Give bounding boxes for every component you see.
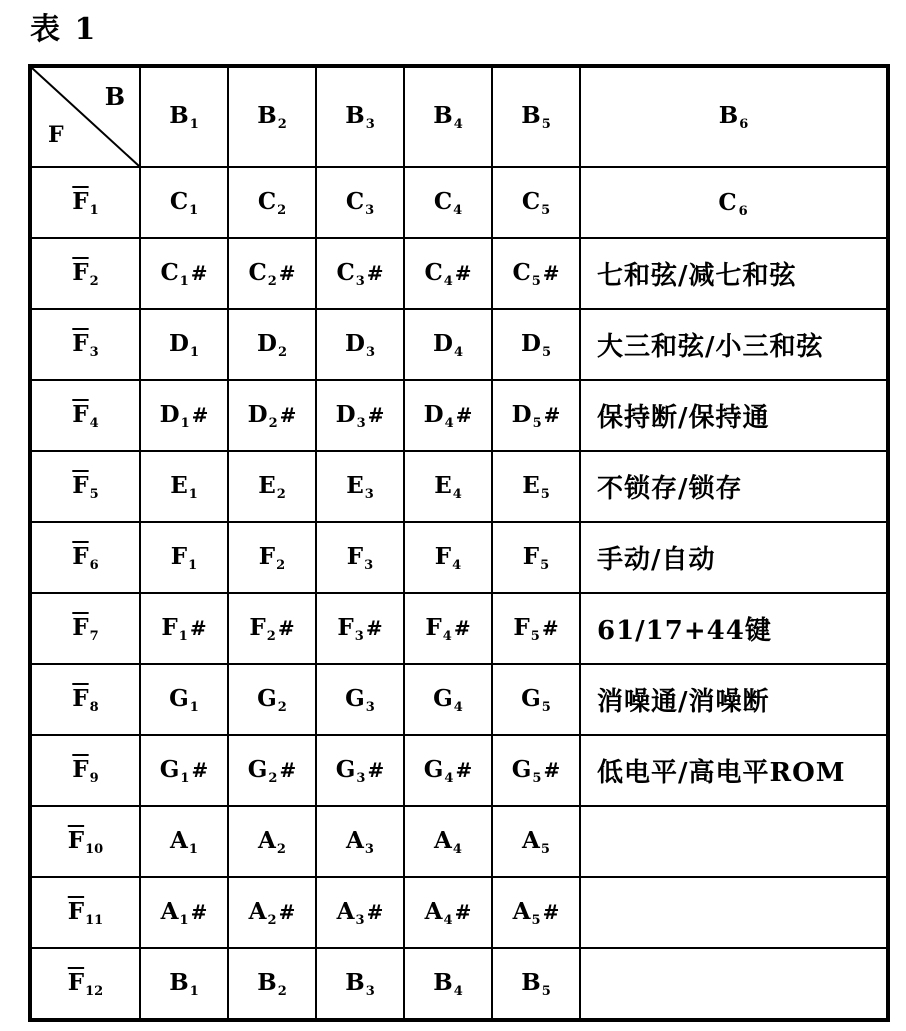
note-letter: D: [257, 329, 277, 357]
note-letter: B: [345, 968, 365, 996]
column-header-b4: [404, 66, 492, 167]
note-letter: C: [424, 258, 443, 286]
note-cell: [492, 735, 580, 806]
column-header-sub: 2: [277, 117, 287, 132]
note-octave: 3: [364, 841, 374, 857]
note-letter: G: [433, 684, 453, 712]
note-octave: 1: [189, 202, 199, 218]
note-letter: C: [257, 187, 277, 215]
column-header-letter: B: [433, 102, 453, 129]
note-octave: 3: [365, 983, 375, 999]
sharp-sign: #: [454, 899, 472, 924]
note-octave: 2: [276, 486, 286, 502]
header-row: [30, 66, 888, 167]
row-header-letter: $\overline{F}$: [72, 258, 89, 286]
note-cell: [404, 877, 492, 948]
note-letter: A: [258, 826, 276, 854]
sharp-sign: #: [191, 402, 209, 427]
note-octave: 4: [453, 202, 463, 218]
function-label: 消噪通/消噪断: [597, 687, 770, 717]
note-octave: 2: [268, 770, 278, 786]
note-cell: [492, 451, 580, 522]
note-cell: [316, 238, 404, 309]
note-cell: [228, 877, 316, 948]
column-header-sub: 5: [541, 117, 551, 132]
note-cell: [404, 167, 492, 238]
note-letter: D: [247, 400, 268, 428]
column-header-sub: 1: [189, 117, 199, 132]
row-header-f5: [30, 451, 140, 522]
function-cell: [580, 948, 888, 1020]
note-cell: [492, 806, 580, 877]
note-octave: 1: [179, 273, 189, 289]
sharp-sign: #: [189, 615, 207, 640]
note-octave: 5: [541, 202, 551, 218]
sharp-sign: #: [542, 260, 560, 285]
note-letter: A: [434, 826, 452, 854]
note-octave: 3: [365, 344, 375, 360]
note-cell: [228, 948, 316, 1020]
key-matrix-table: [28, 64, 890, 1022]
note-cell: [404, 522, 492, 593]
table-row: [30, 664, 888, 735]
function-label: 低电平/高电平ROM: [597, 758, 846, 788]
note-cell: [140, 451, 228, 522]
row-header-letter: $\overline{F}$: [72, 755, 89, 783]
note-cell: [492, 522, 580, 593]
note-cell: [492, 877, 580, 948]
table-row: [30, 451, 888, 522]
note-octave: 3: [365, 202, 375, 218]
note-letter: E: [258, 471, 276, 499]
note-letter: A: [512, 897, 531, 925]
row-header-sub: 2: [89, 273, 99, 289]
note-letter: F: [161, 613, 178, 641]
note-letter: G: [511, 755, 532, 783]
note-letter: C: [160, 258, 179, 286]
note-letter: A: [170, 826, 188, 854]
note-letter: B: [521, 968, 541, 996]
note-octave: 1: [189, 983, 199, 999]
note-letter: A: [248, 897, 267, 925]
note-cell: [492, 238, 580, 309]
function-cell: [580, 380, 888, 451]
note-cell: [404, 309, 492, 380]
table-row: [30, 522, 888, 593]
function-cell: [580, 238, 888, 309]
function-cell: [580, 522, 888, 593]
note-cell: [316, 664, 404, 735]
note-letter: D: [345, 329, 365, 357]
row-header-sub: 7: [89, 628, 99, 644]
row-header-f1: [30, 167, 140, 238]
sharp-sign: #: [277, 615, 295, 640]
note-cell: [492, 664, 580, 735]
note-letter: C: [512, 258, 531, 286]
note-cell: [316, 451, 404, 522]
note-cell: [140, 735, 228, 806]
note-cell: [492, 593, 580, 664]
sharp-sign: #: [543, 402, 561, 427]
sharp-sign: #: [366, 899, 384, 924]
sharp-sign: #: [278, 260, 296, 285]
note-letter: C: [433, 187, 453, 215]
note-cell: [316, 948, 404, 1020]
function-cell: [580, 167, 888, 238]
function-cell: [580, 735, 888, 806]
note-letter: D: [423, 400, 444, 428]
note-letter: E: [434, 471, 452, 499]
row-header-letter: $\overline{F}$: [72, 187, 89, 215]
row-header-sub: 4: [89, 415, 99, 431]
sharp-sign: #: [454, 260, 472, 285]
table-row: [30, 309, 888, 380]
note-cell: [404, 451, 492, 522]
row-header-f7: [30, 593, 140, 664]
note-letter: B: [257, 968, 277, 996]
note-octave: 2: [276, 557, 286, 573]
note-cell: [228, 167, 316, 238]
note-octave: 2: [277, 983, 287, 999]
note-cell: [228, 593, 316, 664]
note-octave: 4: [453, 983, 463, 999]
function-label: 不锁存/锁存: [597, 474, 743, 504]
table-row: [30, 167, 888, 238]
row-header-sub: 8: [89, 699, 99, 715]
row-header-f10: [30, 806, 140, 877]
note-cell: [492, 380, 580, 451]
note-cell: [404, 806, 492, 877]
row-header-sub: 11: [85, 912, 104, 928]
note-letter: B: [433, 968, 453, 996]
column-header-b1: [140, 66, 228, 167]
sharp-sign: #: [190, 899, 208, 924]
row-header-sub: 10: [85, 841, 104, 857]
note-cell: [228, 451, 316, 522]
row-header-letter: $\overline{F}$: [67, 826, 85, 854]
note-octave: 1: [188, 486, 198, 502]
note-letter: C: [718, 188, 738, 216]
note-cell: [228, 664, 316, 735]
note-letter: A: [424, 897, 443, 925]
sharp-sign: #: [541, 615, 559, 640]
note-octave: 3: [365, 699, 375, 715]
row-header-letter: $\overline{F}$: [72, 400, 89, 428]
note-letter: G: [257, 684, 277, 712]
note-cell: [140, 948, 228, 1020]
note-octave: 3: [364, 486, 374, 502]
function-cell: [580, 806, 888, 877]
note-letter: G: [159, 755, 180, 783]
row-header-sub: 6: [89, 557, 99, 573]
note-cell: [404, 380, 492, 451]
note-letter: C: [169, 187, 189, 215]
note-letter: E: [522, 471, 540, 499]
note-letter: D: [159, 400, 180, 428]
row-header-f9: [30, 735, 140, 806]
note-letter: E: [170, 471, 188, 499]
note-letter: E: [346, 471, 364, 499]
note-octave: 2: [277, 344, 287, 360]
sharp-sign: #: [190, 260, 208, 285]
row-header-f4: [30, 380, 140, 451]
note-cell: [404, 948, 492, 1020]
row-header-letter: $\overline{F}$: [72, 684, 89, 712]
note-octave: 4: [453, 699, 463, 715]
note-cell: [140, 877, 228, 948]
row-header-letter: $\overline{F}$: [67, 968, 85, 996]
note-cell: [316, 380, 404, 451]
note-cell: [316, 522, 404, 593]
note-octave: 4: [452, 486, 462, 502]
note-cell: [316, 309, 404, 380]
note-cell: [316, 167, 404, 238]
corner-label-f: F: [48, 122, 64, 148]
note-letter: G: [169, 684, 189, 712]
note-octave: 3: [354, 628, 364, 644]
note-cell: [316, 735, 404, 806]
note-cell: [492, 167, 580, 238]
sharp-sign: #: [543, 757, 561, 782]
note-letter: A: [160, 897, 179, 925]
row-header-f11: [30, 877, 140, 948]
note-octave: 1: [188, 557, 198, 573]
sharp-sign: #: [453, 615, 471, 640]
note-octave: 2: [266, 628, 276, 644]
function-cell: [580, 877, 888, 948]
table-row: [30, 380, 888, 451]
row-header-letter: $\overline{F}$: [72, 613, 89, 641]
table-caption: 表 1: [30, 12, 98, 47]
note-octave: 4: [452, 841, 462, 857]
function-label: 七和弦/减七和弦: [597, 261, 797, 291]
note-letter: D: [335, 400, 356, 428]
note-octave: 4: [442, 628, 452, 644]
sharp-sign: #: [279, 402, 297, 427]
column-header-b2: [228, 66, 316, 167]
column-header-sub: 4: [453, 117, 463, 132]
note-octave: 4: [443, 273, 453, 289]
note-letter: A: [336, 897, 355, 925]
note-letter: A: [522, 826, 540, 854]
table-row: [30, 593, 888, 664]
note-cell: [228, 806, 316, 877]
note-cell: [404, 238, 492, 309]
note-octave: 6: [738, 203, 749, 219]
note-octave: 5: [531, 273, 541, 289]
note-octave: 1: [180, 770, 190, 786]
row-header-f8: [30, 664, 140, 735]
note-letter: F: [513, 613, 530, 641]
note-cell: [404, 664, 492, 735]
note-octave: 1: [178, 628, 188, 644]
note-letter: C: [345, 187, 365, 215]
column-header-sub: 6: [739, 117, 749, 132]
note-octave: 3: [356, 770, 366, 786]
note-octave: 4: [444, 770, 454, 786]
note-cell: [316, 877, 404, 948]
note-octave: 1: [179, 912, 189, 928]
sharp-sign: #: [455, 402, 473, 427]
column-header-b6: [580, 66, 888, 167]
table-row: [30, 948, 888, 1020]
sharp-sign: #: [367, 402, 385, 427]
note-cell: [140, 309, 228, 380]
note-octave: 4: [452, 557, 462, 573]
sharp-sign: #: [367, 757, 385, 782]
function-label: 保持断/保持通: [597, 403, 770, 433]
note-letter: F: [337, 613, 354, 641]
note-octave: 5: [540, 841, 550, 857]
column-header-letter: B: [718, 102, 739, 129]
note-cell: [228, 309, 316, 380]
note-octave: 2: [277, 202, 287, 218]
note-letter: F: [170, 542, 188, 570]
sharp-sign: #: [279, 757, 297, 782]
corner-header-cell: [30, 66, 140, 167]
note-letter: D: [521, 329, 541, 357]
note-octave: 5: [541, 699, 551, 715]
note-octave: 3: [364, 557, 374, 573]
note-letter: F: [522, 542, 540, 570]
column-header-b5: [492, 66, 580, 167]
note-letter: D: [169, 329, 189, 357]
note-octave: 2: [277, 699, 287, 715]
column-header-b3: [316, 66, 404, 167]
row-header-letter: $\overline{F}$: [72, 329, 89, 357]
function-cell: [580, 309, 888, 380]
note-letter: F: [249, 613, 266, 641]
note-octave: 2: [276, 841, 286, 857]
note-cell: [228, 522, 316, 593]
function-cell: [580, 664, 888, 735]
row-header-letter: $\overline{F}$: [67, 897, 85, 925]
sharp-sign: #: [278, 899, 296, 924]
sharp-sign: #: [191, 757, 209, 782]
row-header-letter: $\overline{F}$: [72, 471, 89, 499]
note-cell: [140, 522, 228, 593]
note-letter: G: [521, 684, 541, 712]
note-octave: 4: [443, 912, 453, 928]
sharp-sign: #: [542, 899, 560, 924]
function-label: 61/17+44键: [597, 616, 772, 646]
table-row: [30, 238, 888, 309]
column-header-letter: B: [169, 102, 189, 129]
table-row: [30, 806, 888, 877]
note-cell: [228, 735, 316, 806]
note-cell: [492, 948, 580, 1020]
row-header-sub: 12: [85, 983, 104, 999]
note-letter: F: [346, 542, 364, 570]
note-cell: [140, 167, 228, 238]
note-cell: [140, 380, 228, 451]
note-letter: A: [346, 826, 364, 854]
note-octave: 1: [188, 841, 198, 857]
note-cell: [140, 238, 228, 309]
note-letter: B: [169, 968, 189, 996]
note-octave: 5: [540, 486, 550, 502]
note-letter: C: [336, 258, 355, 286]
note-letter: G: [345, 684, 365, 712]
note-cell: [404, 593, 492, 664]
function-cell: [580, 451, 888, 522]
sharp-sign: #: [455, 757, 473, 782]
note-octave: 3: [355, 912, 365, 928]
note-octave: 1: [189, 344, 199, 360]
note-octave: 5: [532, 415, 542, 431]
table-row: [30, 735, 888, 806]
corner-label-b: B: [104, 82, 125, 111]
note-cell: [316, 593, 404, 664]
note-octave: 5: [530, 628, 540, 644]
note-letter: F: [434, 542, 452, 570]
sharp-sign: #: [366, 260, 384, 285]
row-header-sub: 5: [89, 486, 99, 502]
table-row: [30, 877, 888, 948]
column-header-letter: B: [257, 102, 277, 129]
function-label: 手动/自动: [597, 545, 716, 575]
sharp-sign: #: [365, 615, 383, 640]
function-cell: [580, 593, 888, 664]
note-letter: G: [335, 755, 356, 783]
row-header-f3: [30, 309, 140, 380]
note-letter: G: [423, 755, 444, 783]
note-octave: 5: [531, 912, 541, 928]
row-header-sub: 3: [89, 344, 99, 360]
note-cell: [316, 806, 404, 877]
note-letter: D: [511, 400, 532, 428]
note-octave: 5: [532, 770, 542, 786]
note-octave: 4: [453, 344, 463, 360]
note-octave: 4: [444, 415, 454, 431]
note-cell: [140, 806, 228, 877]
note-octave: 5: [540, 557, 550, 573]
note-letter: C: [521, 187, 541, 215]
note-octave: 3: [356, 415, 366, 431]
row-header-sub: 1: [89, 202, 99, 218]
row-header-sub: 9: [89, 770, 99, 786]
column-header-letter: B: [345, 102, 365, 129]
note-cell: [140, 593, 228, 664]
note-cell: [404, 735, 492, 806]
note-cell: [228, 238, 316, 309]
note-letter: D: [433, 329, 453, 357]
note-octave: 1: [180, 415, 190, 431]
note-octave: 2: [267, 273, 277, 289]
column-header-sub: 3: [365, 117, 375, 132]
note-octave: 5: [541, 983, 551, 999]
row-header-f2: [30, 238, 140, 309]
note-letter: C: [248, 258, 267, 286]
note-cell: [140, 664, 228, 735]
function-label: 大三和弦/小三和弦: [597, 332, 824, 362]
note-letter: G: [247, 755, 268, 783]
column-header-letter: B: [521, 102, 541, 129]
note-cell: [492, 309, 580, 380]
note-letter: F: [425, 613, 442, 641]
row-header-f6: [30, 522, 140, 593]
note-octave: 3: [355, 273, 365, 289]
note-cell: [228, 380, 316, 451]
row-header-f12: [30, 948, 140, 1020]
note-octave: 2: [267, 912, 277, 928]
row-header-letter: $\overline{F}$: [72, 542, 89, 570]
note-octave: 5: [541, 344, 551, 360]
note-octave: 2: [268, 415, 278, 431]
note-octave: 1: [189, 699, 199, 715]
note-letter: F: [258, 542, 276, 570]
